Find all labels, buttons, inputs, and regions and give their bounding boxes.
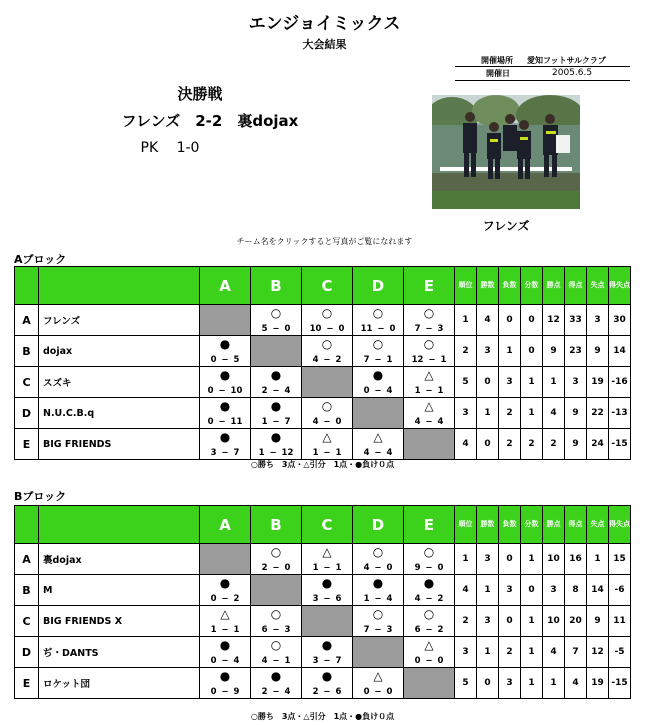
table-row [15, 575, 631, 606]
photo-caption[interactable]: フレンズ [482, 219, 530, 233]
header-blank [39, 506, 200, 544]
stat-value: 23 [565, 336, 587, 367]
stat-value: 0 [477, 668, 499, 699]
stat-value: 1 [521, 398, 543, 429]
stat-header: 負数 [499, 506, 521, 544]
row-letter: C [15, 606, 39, 637]
stat-value: 3 [587, 305, 609, 336]
stat-header: 分数 [521, 506, 543, 544]
result-symbol-icon: ● [372, 368, 384, 382]
result-symbol-icon: ○ [372, 306, 384, 320]
result-symbol-icon: ● [270, 368, 282, 382]
self-match-cell [251, 336, 302, 367]
self-match-cell [353, 637, 404, 668]
match-result-cell [302, 637, 353, 668]
match-result-cell [251, 544, 302, 575]
match-result-cell [353, 367, 404, 398]
stat-header: 失点 [587, 267, 609, 305]
match-result-cell [200, 668, 251, 699]
match-result-cell [200, 336, 251, 367]
result-symbol-icon: ● [219, 669, 231, 683]
match-result-cell [200, 606, 251, 637]
match-score: 2 − 4 [261, 386, 291, 396]
venue-label: 開催場所 [481, 56, 513, 65]
stat-header: 分数 [521, 267, 543, 305]
result-symbol-icon: ○ [372, 607, 384, 621]
row-letter: B [15, 336, 39, 367]
stat-value: 8 [565, 575, 587, 606]
self-match-cell [302, 606, 353, 637]
stat-value: 9 [565, 398, 587, 429]
row-letter: C [15, 367, 39, 398]
stat-value: 5 [455, 668, 477, 699]
stat-value: 10 [543, 606, 565, 637]
stat-value: 9 [543, 336, 565, 367]
stat-value: 9 [587, 606, 609, 637]
stat-value: 14 [609, 336, 631, 367]
date-value: 2005.6.5 [552, 68, 593, 78]
stat-value: 19 [587, 668, 609, 699]
stat-header: 順位 [455, 267, 477, 305]
match-score: 1 − 1 [312, 448, 342, 458]
col-header: B [251, 267, 302, 305]
stat-value: 0 [521, 336, 543, 367]
table-header-row [15, 506, 631, 544]
stat-value: 22 [587, 398, 609, 429]
stat-header: 負数 [499, 267, 521, 305]
team-name-link[interactable]: スズキ [39, 367, 200, 398]
self-match-cell [404, 429, 455, 460]
stat-header: 得点 [565, 267, 587, 305]
stat-value: 4 [477, 305, 499, 336]
table-row [15, 336, 631, 367]
result-symbol-icon: ● [219, 638, 231, 652]
team-photo [432, 95, 580, 209]
stat-header: 得点 [565, 506, 587, 544]
stat-value: 2 [499, 429, 521, 460]
header-blank [15, 267, 39, 305]
col-header: E [404, 267, 455, 305]
header-blank [15, 506, 39, 544]
match-result-cell [353, 429, 404, 460]
result-symbol-icon: △ [322, 545, 332, 559]
venue-value: 愛知フットサルクラブ [527, 56, 606, 65]
team-name-link[interactable]: ロケット団 [39, 668, 200, 699]
stat-value: 1 [587, 544, 609, 575]
match-result-cell [302, 305, 353, 336]
stat-value: 30 [609, 305, 631, 336]
match-result-cell [251, 367, 302, 398]
stat-value: 3 [499, 367, 521, 398]
team-name-link[interactable]: N.U.C.B.q [39, 398, 200, 429]
match-result-cell [251, 637, 302, 668]
result-symbol-icon: ○ [372, 337, 384, 351]
team-photo-image [432, 95, 580, 209]
match-result-cell [302, 429, 353, 460]
match-score: 0 − 10 [207, 386, 243, 396]
result-symbol-icon: ● [321, 638, 333, 652]
stat-value: 2 [499, 637, 521, 668]
block-a-table [14, 266, 631, 460]
result-symbol-icon: △ [424, 399, 434, 413]
stat-value: 1 [521, 668, 543, 699]
result-symbol-icon: ○ [372, 545, 384, 559]
stat-value: 1 [543, 367, 565, 398]
stat-value: 0 [521, 575, 543, 606]
row-letter: B [15, 575, 39, 606]
match-result-cell [404, 575, 455, 606]
row-letter: A [15, 305, 39, 336]
match-score: 12 − 1 [411, 355, 447, 365]
result-symbol-icon: △ [424, 368, 434, 382]
col-header: B [251, 506, 302, 544]
self-match-cell [200, 305, 251, 336]
match-result-cell [353, 305, 404, 336]
team-name-link[interactable]: M [39, 575, 200, 606]
block-b-table [14, 505, 631, 699]
stat-value: 33 [565, 305, 587, 336]
block-b-title: Bブロック [14, 490, 67, 503]
match-score: 0 − 0 [414, 656, 444, 666]
match-result-cell [404, 637, 455, 668]
match-result-cell [302, 575, 353, 606]
result-symbol-icon: ○ [270, 545, 282, 559]
stat-value: -13 [609, 398, 631, 429]
table-row [15, 305, 631, 336]
match-result-cell [404, 606, 455, 637]
stat-value: 1 [521, 606, 543, 637]
match-score: 2 − 0 [261, 563, 291, 573]
stat-value: 11 [609, 606, 631, 637]
match-result-cell [200, 637, 251, 668]
match-score: 11 − 0 [360, 324, 396, 334]
stat-value: 12 [587, 637, 609, 668]
stat-value: 3 [477, 544, 499, 575]
stat-value: 14 [587, 575, 609, 606]
stat-value: -16 [609, 367, 631, 398]
stat-value: 9 [565, 429, 587, 460]
match-result-cell [251, 398, 302, 429]
result-symbol-icon: ● [372, 576, 384, 590]
table-row [15, 637, 631, 668]
stat-value: 4 [455, 575, 477, 606]
stat-value: 19 [587, 367, 609, 398]
result-symbol-icon: ● [321, 576, 333, 590]
stat-header: 得失点 [609, 267, 631, 305]
stat-value: 4 [455, 429, 477, 460]
date-underline [455, 80, 630, 81]
stat-value: 5 [455, 367, 477, 398]
page-subtitle: 大会結果 [302, 38, 347, 51]
match-result-cell [302, 398, 353, 429]
result-symbol-icon: △ [322, 430, 332, 444]
match-score: 4 − 4 [363, 448, 393, 458]
match-score: 4 − 2 [414, 594, 444, 604]
team-name-link[interactable]: フレンズ [39, 305, 200, 336]
stat-value: 12 [543, 305, 565, 336]
match-score: 3 − 7 [210, 448, 240, 458]
match-result-cell [302, 544, 353, 575]
legend-b: ○勝ち 3点・△引分 1点・●負け０点 [250, 712, 395, 721]
match-result-cell [404, 336, 455, 367]
stat-value: 0 [499, 305, 521, 336]
self-match-cell [302, 367, 353, 398]
match-score: 3 − 6 [312, 594, 342, 604]
match-score: 4 − 4 [414, 417, 444, 427]
self-match-cell [251, 575, 302, 606]
result-symbol-icon: ○ [270, 306, 282, 320]
match-score: 1 − 7 [261, 417, 291, 427]
col-header: A [200, 506, 251, 544]
match-result-cell [353, 575, 404, 606]
stat-value: 3 [455, 637, 477, 668]
match-result-cell [251, 606, 302, 637]
venue-underline [455, 66, 630, 67]
stat-value: -6 [609, 575, 631, 606]
stat-value: 2 [455, 336, 477, 367]
result-symbol-icon: ○ [423, 545, 435, 559]
stat-value: 1 [477, 575, 499, 606]
stat-value: 0 [499, 606, 521, 637]
match-score: 0 − 0 [363, 687, 393, 697]
stat-value: 3 [477, 606, 499, 637]
table-row [15, 398, 631, 429]
table-row [15, 606, 631, 637]
result-symbol-icon: △ [424, 638, 434, 652]
stat-value: 2 [521, 429, 543, 460]
match-result-cell [404, 544, 455, 575]
stat-value: 9 [587, 336, 609, 367]
match-score: 1 − 1 [210, 625, 240, 635]
row-letter: E [15, 668, 39, 699]
stat-value: 1 [455, 305, 477, 336]
match-score: 3 − 7 [312, 656, 342, 666]
match-score: 0 − 4 [363, 386, 393, 396]
stat-value: 4 [543, 637, 565, 668]
stat-header: 得失点 [609, 506, 631, 544]
match-result-cell [200, 429, 251, 460]
stat-value: 2 [543, 429, 565, 460]
stat-value: -15 [609, 668, 631, 699]
stat-value: 2 [455, 606, 477, 637]
col-header: D [353, 506, 404, 544]
match-score: 1 − 12 [258, 448, 294, 458]
table-row [15, 544, 631, 575]
stat-value: 1 [521, 544, 543, 575]
match-score: 4 − 1 [261, 656, 291, 666]
result-symbol-icon: ○ [321, 306, 333, 320]
match-result-cell [302, 668, 353, 699]
row-letter: D [15, 398, 39, 429]
match-score: 4 − 0 [312, 417, 342, 427]
match-score: 0 − 11 [207, 417, 243, 427]
stat-header: 勝点 [543, 506, 565, 544]
self-match-cell [353, 398, 404, 429]
stat-value: 0 [477, 367, 499, 398]
result-symbol-icon: ● [321, 669, 333, 683]
stat-value: 0 [477, 429, 499, 460]
match-score: 4 − 2 [312, 355, 342, 365]
match-result-cell [200, 367, 251, 398]
stat-value: 1 [521, 367, 543, 398]
stat-value: 24 [587, 429, 609, 460]
self-match-cell [200, 544, 251, 575]
final-heading: 決勝戦 [177, 85, 223, 103]
match-result-cell [353, 606, 404, 637]
match-score: 4 − 0 [363, 563, 393, 573]
col-header: E [404, 506, 455, 544]
match-result-cell [251, 305, 302, 336]
table-row [15, 367, 631, 398]
match-result-cell [353, 544, 404, 575]
match-result-cell [200, 398, 251, 429]
result-symbol-icon: ● [219, 337, 231, 351]
page-title: エンジョイミックス [248, 14, 401, 34]
match-score: 0 − 4 [210, 656, 240, 666]
result-symbol-icon: ○ [423, 306, 435, 320]
match-score: 7 − 3 [363, 625, 393, 635]
match-result-cell [404, 367, 455, 398]
result-symbol-icon: ○ [270, 607, 282, 621]
team-name-link[interactable]: dojax [39, 336, 200, 367]
match-result-cell [251, 429, 302, 460]
header-blank [39, 267, 200, 305]
match-score: 0 − 9 [210, 687, 240, 697]
stat-value: 1 [477, 637, 499, 668]
stat-value: 15 [609, 544, 631, 575]
match-score: 2 − 6 [312, 687, 342, 697]
match-score: 7 − 3 [414, 324, 444, 334]
table-row [15, 429, 631, 460]
match-result-cell [200, 575, 251, 606]
result-symbol-icon: ● [270, 669, 282, 683]
instruction-text: チーム名をクリックすると写真がご覧になれます [236, 237, 413, 246]
stat-header: 勝数 [477, 267, 499, 305]
result-symbol-icon: ○ [270, 638, 282, 652]
stat-value: 3 [499, 668, 521, 699]
match-result-cell [404, 398, 455, 429]
match-result-cell [302, 336, 353, 367]
result-symbol-icon: ○ [423, 337, 435, 351]
result-symbol-icon: △ [220, 607, 230, 621]
block-a-title: Aブロック [14, 253, 67, 266]
match-score: 7 − 1 [363, 355, 393, 365]
stat-header: 失点 [587, 506, 609, 544]
row-letter: E [15, 429, 39, 460]
match-result-cell [251, 668, 302, 699]
stat-value: 3 [477, 336, 499, 367]
match-score: 6 − 2 [414, 625, 444, 635]
match-score: 10 − 0 [309, 324, 345, 334]
result-symbol-icon: ● [219, 368, 231, 382]
result-symbol-icon: ● [219, 430, 231, 444]
match-score: 2 − 4 [261, 687, 291, 697]
match-result-cell [353, 336, 404, 367]
result-symbol-icon: △ [373, 430, 383, 444]
stat-value: 20 [565, 606, 587, 637]
stat-value: 0 [521, 305, 543, 336]
result-symbol-icon: ○ [423, 607, 435, 621]
match-score: 0 − 5 [210, 355, 240, 365]
stat-value: 4 [543, 398, 565, 429]
result-symbol-icon: ● [270, 430, 282, 444]
result-symbol-icon: ● [219, 576, 231, 590]
col-header: C [302, 506, 353, 544]
stat-value: 3 [543, 575, 565, 606]
stat-value: 0 [499, 544, 521, 575]
stat-header: 順位 [455, 506, 477, 544]
stat-header: 勝点 [543, 267, 565, 305]
result-symbol-icon: ○ [321, 399, 333, 413]
stat-value: 3 [565, 367, 587, 398]
team-name-link[interactable]: BIG FRIENDS X [39, 606, 200, 637]
stat-value: 10 [543, 544, 565, 575]
match-result-cell [353, 668, 404, 699]
final-pk: PK 1-0 [140, 140, 200, 156]
self-match-cell [404, 668, 455, 699]
row-letter: A [15, 544, 39, 575]
result-symbol-icon: ● [219, 399, 231, 413]
stat-value: -15 [609, 429, 631, 460]
stat-value: 1 [455, 544, 477, 575]
stat-value: -5 [609, 637, 631, 668]
result-symbol-icon: ○ [321, 337, 333, 351]
stat-value: 1 [499, 336, 521, 367]
match-score: 1 − 4 [363, 594, 393, 604]
stat-value: 3 [499, 575, 521, 606]
result-symbol-icon: ● [270, 399, 282, 413]
match-score: 0 − 2 [210, 594, 240, 604]
table-row [15, 668, 631, 699]
match-score: 1 − 1 [312, 563, 342, 573]
stat-value: 1 [543, 668, 565, 699]
stat-value: 1 [521, 637, 543, 668]
table-header-row [15, 267, 631, 305]
row-letter: D [15, 637, 39, 668]
stat-value: 1 [477, 398, 499, 429]
result-symbol-icon: △ [373, 669, 383, 683]
match-score: 9 − 0 [414, 563, 444, 573]
team-name-link[interactable]: ぢ・DANTS [39, 637, 200, 668]
match-result-cell [404, 305, 455, 336]
match-score: 5 − 0 [261, 324, 291, 334]
col-header: A [200, 267, 251, 305]
team-name-link[interactable]: 裏dojax [39, 544, 200, 575]
stat-value: 7 [565, 637, 587, 668]
stat-value: 3 [455, 398, 477, 429]
stat-value: 16 [565, 544, 587, 575]
final-score: フレンズ 2-2 裏dojax [121, 112, 299, 130]
match-score: 1 − 1 [414, 386, 444, 396]
col-header: D [353, 267, 404, 305]
team-name-link[interactable]: BIG FRIENDS [39, 429, 200, 460]
match-score: 6 − 3 [261, 625, 291, 635]
stat-value: 4 [565, 668, 587, 699]
result-symbol-icon: ● [423, 576, 435, 590]
stat-header: 勝数 [477, 506, 499, 544]
date-label: 開催日 [486, 69, 510, 78]
stat-value: 2 [499, 398, 521, 429]
col-header: C [302, 267, 353, 305]
legend-a: ○勝ち 3点・△引分 1点・●負け０点 [250, 460, 395, 469]
